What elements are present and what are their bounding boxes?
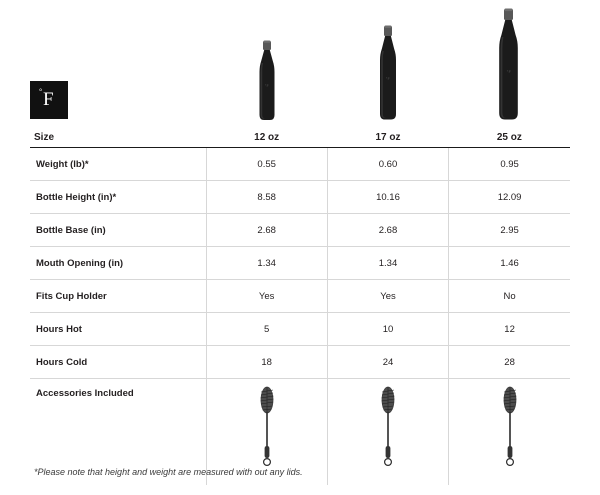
cell-weight-17oz: 0.60 <box>327 148 448 181</box>
size-header-label: Size <box>34 132 55 143</box>
bottle-cell-25oz <box>449 0 570 125</box>
row-label-accessories: Accessories Included <box>30 379 206 486</box>
row-label-weight: Weight (lb)* <box>30 148 206 181</box>
row-label-hours-hot: Hours Hot <box>30 313 206 346</box>
row-label-fits-cup-holder: Fits Cup Holder <box>30 280 206 313</box>
cell-hours-cold-12oz: 18 <box>206 346 327 379</box>
cell-hours-cold-17oz: 24 <box>327 346 448 379</box>
row-label-mouth-opening: Mouth Opening (in) <box>30 247 206 280</box>
svg-text:°F: °F <box>264 84 269 88</box>
cell-bottle-height-17oz: 10.16 <box>327 181 448 214</box>
bottle-brush-icon <box>496 384 524 468</box>
degree-symbol: ° <box>39 87 43 96</box>
svg-text:°F: °F <box>507 70 512 74</box>
bottle-cell-12oz <box>206 0 327 125</box>
row-label-bottle-base: Bottle Base (in) <box>30 214 206 247</box>
cell-bottle-height-12oz: 8.58 <box>206 181 327 214</box>
bottle-cell-17oz <box>327 0 448 125</box>
cell-fits-cup-holder-12oz: Yes <box>206 280 327 313</box>
bottle-icon-17oz <box>372 24 404 123</box>
table-row <box>30 214 570 247</box>
cell-hours-cold-25oz: 28 <box>449 346 570 379</box>
spec-table <box>30 148 570 485</box>
bottle-icon-25oz <box>491 7 527 123</box>
table-row <box>30 280 570 313</box>
cell-hours-hot-25oz: 12 <box>449 313 570 346</box>
size-column-12oz: 12 oz <box>254 132 280 143</box>
cell-weight-25oz: 0.95 <box>449 148 570 181</box>
cell-bottle-height-25oz: 12.09 <box>449 181 570 214</box>
cell-hours-hot-17oz: 10 <box>327 313 448 346</box>
logo-letter: F <box>43 89 54 110</box>
row-label-bottle-height: Bottle Height (in)* <box>30 181 206 214</box>
size-column-25oz: 25 oz <box>496 132 522 143</box>
brand-cell <box>30 0 206 125</box>
cell-mouth-opening-17oz: 1.34 <box>327 247 448 280</box>
cell-accessories-17oz <box>327 379 448 486</box>
table-row <box>30 346 570 379</box>
table-row <box>30 313 570 346</box>
table-row <box>30 148 570 181</box>
bottle-header-row <box>30 0 570 125</box>
cell-hours-hot-12oz: 5 <box>206 313 327 346</box>
cell-mouth-opening-25oz: 1.46 <box>449 247 570 280</box>
bottle-brush-icon <box>253 384 281 468</box>
bottle-icon-12oz <box>252 39 282 123</box>
row-label-hours-cold: Hours Cold <box>30 346 206 379</box>
footnote: *Please note that height and weight are measured with out any lids. <box>34 467 303 477</box>
cell-bottle-base-17oz: 2.68 <box>327 214 448 247</box>
size-header-row <box>30 125 570 148</box>
cell-fits-cup-holder-25oz: No <box>449 280 570 313</box>
cell-bottle-base-25oz: 2.95 <box>449 214 570 247</box>
cell-accessories-25oz <box>449 379 570 486</box>
cell-mouth-opening-12oz: 1.34 <box>206 247 327 280</box>
degree-f-logo <box>30 81 68 119</box>
cell-fits-cup-holder-17oz: Yes <box>327 280 448 313</box>
bottle-brush-icon <box>374 384 402 468</box>
table-row <box>30 247 570 280</box>
cell-bottle-base-12oz: 2.68 <box>206 214 327 247</box>
svg-text:°F: °F <box>385 77 391 81</box>
table-row <box>30 181 570 214</box>
size-column-17oz: 17 oz <box>375 132 401 143</box>
cell-weight-12oz: 0.55 <box>206 148 327 181</box>
